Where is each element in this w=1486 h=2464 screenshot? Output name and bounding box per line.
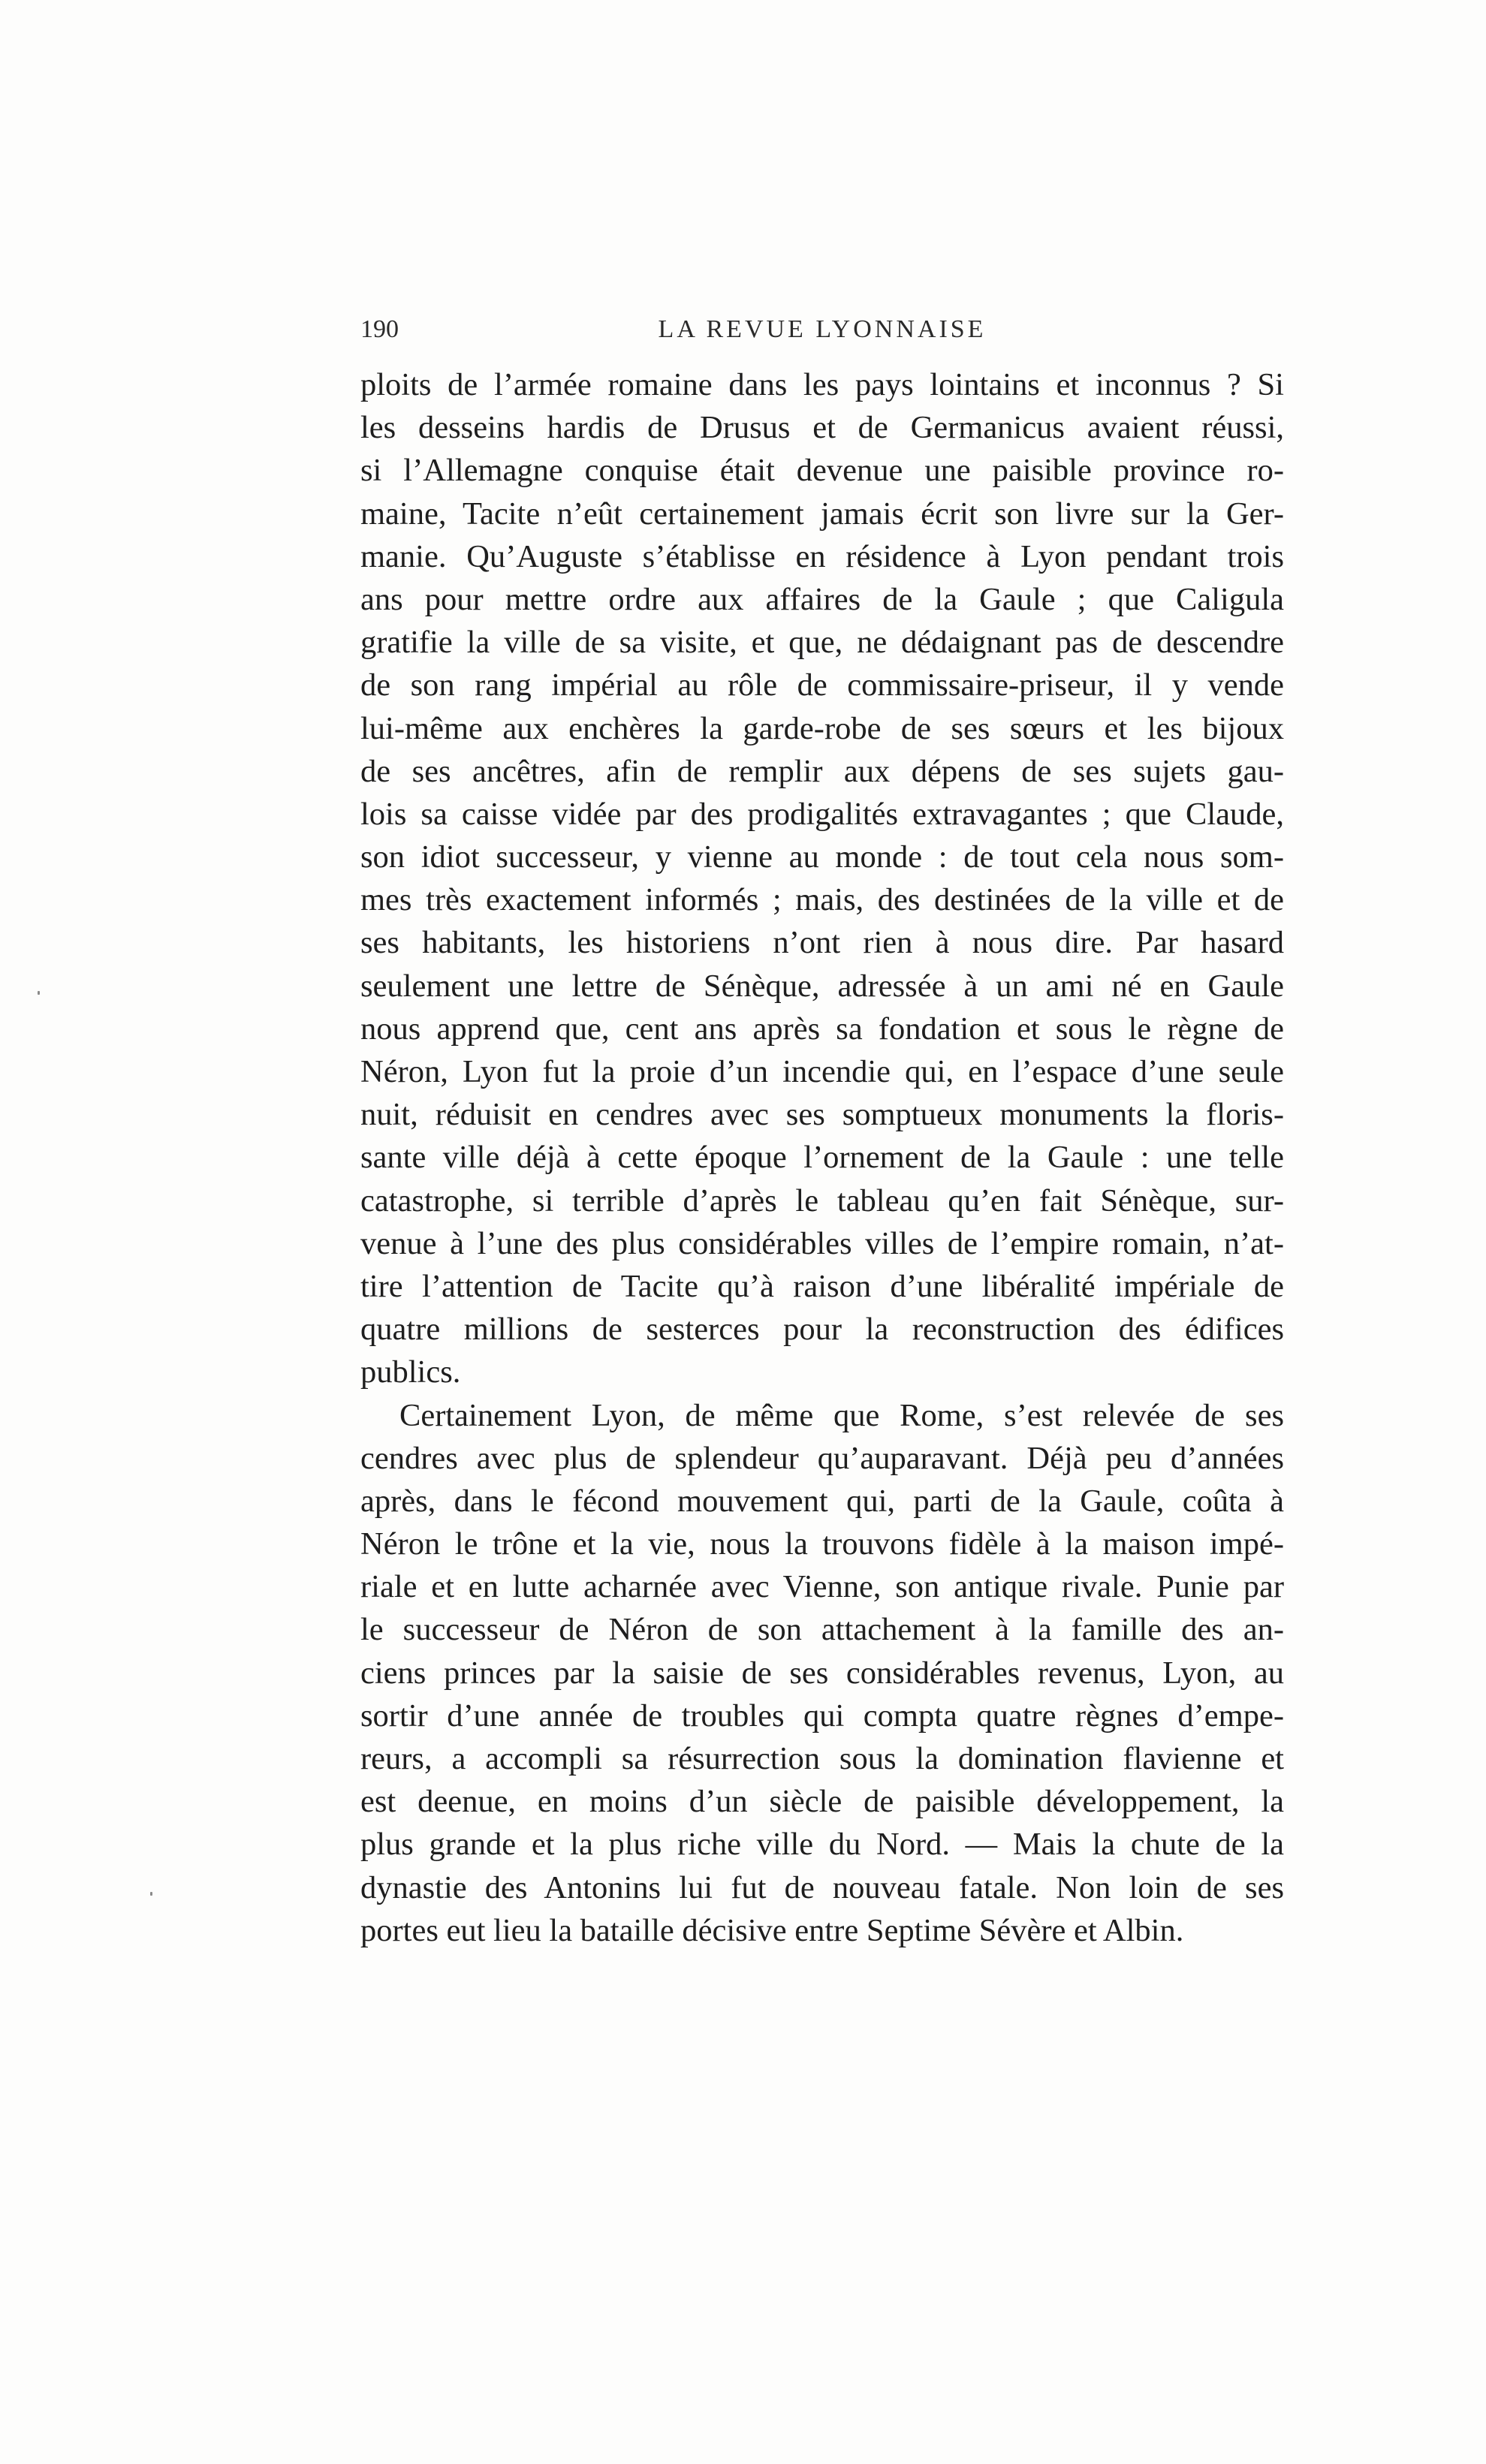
text-line: Néron le trône et la vie, nous la trouvons fidèle à la maison impé- xyxy=(360,1526,1284,1562)
text-line: ciens princes par la saisie de ses considérables revenus, Lyon, au xyxy=(360,1655,1284,1691)
text-line: lois sa caisse vidée par des prodigalités extravagantes ; que Claude, xyxy=(360,796,1284,832)
text-line: lui-même aux enchères la garde-robe de ses sœurs et les bijoux xyxy=(360,710,1284,746)
text-line: de son rang impérial au rôle de commissaire-priseur, il y vende xyxy=(360,667,1284,703)
paragraph xyxy=(360,1394,1284,1952)
text-line: seulement une lettre de Sénèque, adressée à un ami né en Gaule xyxy=(360,968,1284,1004)
text-line: venue à l’une des plus considérables villes de l’empire romain, n’at- xyxy=(360,1225,1284,1261)
text-line: nuit, réduisit en cendres avec ses somptueux monuments la floris- xyxy=(360,1097,1284,1133)
text-line: riale et en lutte acharnée avec Vienne, son antique rivale. Punie par xyxy=(360,1569,1284,1605)
text-line: gratifie la ville de sa visite, et que, ne dédaignant pas de descendre xyxy=(360,625,1284,661)
text-line: plus grande et la plus riche ville du Nord. — Mais la chute de la xyxy=(360,1827,1284,1863)
text-line: mes très exactement informés ; mais, des destinées de la ville et de xyxy=(360,882,1284,918)
text-line: Certainement Lyon, de même que Rome, s’est relevée de ses xyxy=(399,1397,1284,1433)
text-line: catastrophe, si terrible d’après le tableau qu’en fait Sénèque, sur- xyxy=(360,1182,1284,1218)
text-line: ploits de l’armée romaine dans les pays lointains et inconnus ? Si xyxy=(360,367,1284,402)
text-line: ans pour mettre ordre aux affaires de la Gaule ; que Caligula xyxy=(360,581,1284,617)
text-line: tire l’attention de Tacite qu’à raison d’une libéralité impériale de xyxy=(360,1268,1284,1304)
text-line: sortir d’une année de troubles qui compta quatre règnes d’empe- xyxy=(360,1697,1284,1734)
text-line: manie. Qu’Auguste s’établisse en résidence à Lyon pendant trois xyxy=(360,538,1284,574)
text-line: maine, Tacite n’eût certainement jamais écrit son livre sur la Ger- xyxy=(360,496,1284,532)
text-line: si l’Allemagne conquise était devenue une paisible province ro- xyxy=(360,453,1284,489)
text-line: dynastie des Antonins lui fut de nouveau fatale. Non loin de ses xyxy=(360,1869,1284,1905)
text-line: sante ville déjà à cette époque l’ornement de la Gaule : une telle xyxy=(360,1140,1284,1176)
text-line: cendres avec plus de splendeur qu’auparavant. Déjà peu d’années xyxy=(360,1440,1284,1476)
text-line: quatre millions de sesterces pour la reconstruction des édifices xyxy=(360,1312,1284,1348)
text-line: les desseins hardis de Drusus et de Germanicus avaient réussi, xyxy=(360,410,1284,446)
text-line: publics. xyxy=(360,1354,461,1390)
text-line: reurs, a accompli sa résurrection sous la domination flavienne et xyxy=(360,1741,1284,1776)
text-line: nous apprend que, cent ans après sa fondation et sous le règne de xyxy=(360,1011,1284,1047)
text-line: Néron, Lyon fut la proie d’un incendie qui, en l’espace d’une seule xyxy=(360,1054,1284,1089)
text-line: ses habitants, les historiens n’ont rien à nous dire. Par hasard xyxy=(360,925,1284,961)
paragraph xyxy=(360,363,1284,1394)
margin-speck xyxy=(150,1892,152,1896)
running-header xyxy=(360,315,1284,353)
text-line: de ses ancêtres, afin de remplir aux dépens de ses sujets gau- xyxy=(360,753,1284,789)
margin-speck xyxy=(38,991,40,995)
text-line: après, dans le fécond mouvement qui, parti de la Gaule, coûta à xyxy=(360,1483,1284,1519)
text-line: le successeur de Néron de son attachement à la famille des an- xyxy=(360,1612,1284,1648)
running-title: LA REVUE LYONNAISE xyxy=(658,315,987,343)
body-text xyxy=(360,363,1284,1952)
page-number: 190 xyxy=(360,315,399,343)
text-line: son idiot successeur, y vienne au monde : de tout cela nous som- xyxy=(360,839,1284,875)
text-line: portes eut lieu la bataille décisive entre Septime Sévère et Albin. xyxy=(360,1912,1184,1948)
text-line: est deenue, en moins d’un siècle de paisible développement, la xyxy=(360,1784,1284,1820)
